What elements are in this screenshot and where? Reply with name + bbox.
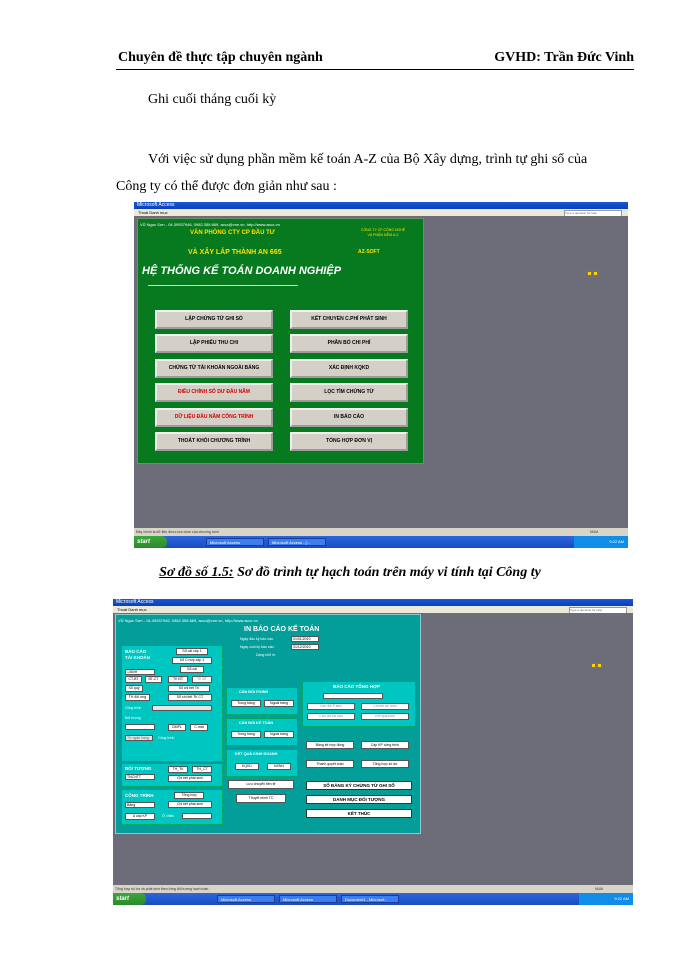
report-title: IN BÁO CÁO KẾ TOÁN	[244, 626, 320, 633]
btn-so-quy[interactable]: Sổ quỹ	[125, 685, 143, 692]
taskbar	[134, 536, 628, 548]
btn-dmpl[interactable]: DMPL	[168, 724, 186, 731]
window-title-2: Microsoft Access	[113, 599, 633, 606]
taskbar-2	[113, 893, 633, 905]
btn-c-mat[interactable]: C.mát	[190, 724, 208, 731]
btn-so-dang-ky-ctgs[interactable]: SỔ ĐĂNG KÝ CHỨNG TỪ GHI SỔ	[306, 781, 412, 790]
btn-so-cai-cap-1[interactable]: Sổ cái cấp 1	[176, 648, 208, 655]
btn-th-chi-tiet-ke-toan[interactable]: Chi tiết kê toán	[361, 703, 409, 710]
date-to-label: Ngày cuối kỳ báo cáo:	[240, 645, 275, 649]
system-title: HỆ THỐNG KẾ TOÁN DOANH NGHIỆP	[142, 265, 342, 277]
label-cong-trinh-2: Công trình	[158, 736, 175, 740]
label-o-chieu: Ở chiều	[162, 814, 175, 818]
panel-bao-cao-tai-khoan: BÁO CÁO TÀI KHOẢN 1360H Sổ cái cấp 1 Sổ C.hợp cấp 1 Sổ cái CT-BT BT-CT TK ĐT TK BT Sổ quỹ Sổ chi tiết TK TH đối ứng Sổ chi tiết TK CT Công trình Đối tượng DMPL C.mát TK ngân hàng Công trình	[121, 645, 223, 762]
task-access-1[interactable]: Microsoft Access	[206, 538, 264, 546]
btn-psinh-trong-bang[interactable]: Trong bảng	[231, 700, 261, 707]
contact-line: VŨ Ngọc Sơn - 04.39937946, 0982.358.669, accc@vnn.vn, http://www.accc.vn	[140, 222, 280, 227]
print-size-label: Dạng khổ in:	[256, 653, 276, 657]
btn-tk-bt[interactable]: TK BT	[192, 676, 212, 683]
btn-kt-trong-bang[interactable]: Trong bảng	[231, 731, 261, 738]
page-header-right: GVHD: Trần Đức Vinh	[494, 50, 634, 65]
btn-a-cap-kp[interactable]: A cấp KP	[125, 813, 155, 820]
report-form	[115, 614, 421, 834]
btn-so-chi-tiet-tk-ct[interactable]: Sổ chi tiết TK CT	[168, 694, 212, 701]
paragraph-1: Ghi cuối tháng cuối kỳ	[148, 92, 277, 107]
btn-dt-chi-tiet[interactable]: Chi tiết phát sinh	[168, 775, 212, 782]
company-title-2: VÀ XÂY LẮP THÀNH AN 665	[188, 249, 282, 256]
btn-lap-phieu-thu-chi[interactable]: LẬP PHIẾU THU CHI	[155, 334, 273, 353]
date-to-input[interactable]: 31/12/2010	[291, 644, 319, 650]
menu-bar[interactable]: Thoát Danh mục	[134, 209, 628, 216]
btn-ket-chuyen[interactable]: KẾT CHUYỂN C.PHÍ PHÁT SINH	[290, 310, 408, 329]
panel-can-doi-ke-toan: CÂN ĐỐI KẾ TOÁN Trong bảng Ngoài bảng	[226, 718, 298, 746]
task2-document[interactable]: Document1 - Microsof...	[341, 895, 399, 903]
help-search-input[interactable]: Type a question for help	[564, 210, 622, 217]
btn-loc-tim-chung-tu[interactable]: LỌC TÌM CHỨNG TỪ	[290, 383, 408, 402]
btn-ct-bt[interactable]: CT-BT	[125, 676, 142, 683]
screenshot-report-menu	[113, 599, 633, 905]
btn-thanh-quyet-toan[interactable]: Thanh quyết toán	[306, 760, 354, 768]
btn-nsnn[interactable]: NSNN	[267, 763, 291, 770]
btn-thoat[interactable]: THOÁT KHỎI CHƯƠNG TRÌNH	[155, 432, 273, 451]
company-title-1: VĂN PHÒNG CTY CP ĐẦU TƯ	[190, 230, 275, 236]
window-title: Microsoft Access	[134, 202, 628, 209]
btn-cap-kp-cong-trinh[interactable]: Cấp KP công trình	[361, 741, 409, 749]
date-from-label: Ngày đầu kỳ báo cáo:	[240, 637, 274, 641]
btn-ct-tong-hop[interactable]: Tổng hợp	[174, 792, 204, 799]
figure-caption: Sơ đồ số 1.5: Sơ đồ trình tự hạch toán trên máy vi tính tại Công ty	[159, 565, 541, 580]
task2-access-2[interactable]: Microsoft Access	[279, 895, 337, 903]
page-header-left: Chuyên đề thực tập chuyên ngành	[118, 50, 323, 65]
btn-kt-ngoai-bang[interactable]: Ngoài bảng	[264, 731, 294, 738]
btn-ct-chi-tiet[interactable]: Chi tiết phát sinh	[168, 801, 212, 808]
btn-th-ct[interactable]: TH_CT	[192, 766, 212, 773]
tk-account-select[interactable]: 1360H	[125, 669, 155, 675]
btn-tong-hop-don-vi[interactable]: TỔNG HỢP ĐƠN VỊ	[290, 432, 408, 451]
chieu-select[interactable]	[182, 813, 212, 819]
panel-can-doi-psinh: CÂN ĐỐI P.SINH Trong bảng Ngoài bảng	[226, 687, 298, 715]
btn-lap-chung-tu-ghi-so[interactable]: LẬP CHỨNG TỪ GHI SỔ	[155, 310, 273, 329]
btn-bang-ke-hop-dong[interactable]: Bảng kê hợp đồng	[306, 741, 354, 749]
cong-trinh-select[interactable]	[152, 705, 212, 711]
main-menu-form	[137, 218, 424, 464]
date-from-input[interactable]: 01/01/2010	[291, 636, 319, 642]
tk-ngan-hang-input[interactable]: TK ngân hàng	[125, 735, 153, 741]
help-search-input-2[interactable]: Type a question for help	[569, 607, 627, 614]
btn-danh-muc-doi-tuong[interactable]: DANH MỤC ĐỐI TƯỢNG	[306, 795, 412, 804]
doi-tuong-select[interactable]	[125, 724, 155, 730]
btn-thuyet-minh-tc[interactable]: Thuyết minh TC	[236, 794, 286, 803]
status-bar-2: Tổng hợp số dư và phát sinh theo từng đối tượng hạch toán NUM	[113, 885, 633, 893]
btn-tong-hop-so-du[interactable]: Tổng hợp số dư	[361, 760, 409, 768]
btn-in-bao-cao[interactable]: IN BÁO CÁO	[290, 408, 408, 427]
btn-du-lieu-dau-nam[interactable]: DỮ LIỆU ĐẦU NĂM CÔNG TRÌNH	[155, 408, 273, 427]
btn-xac-dinh-kqkd[interactable]: XÁC ĐỊNH KQKD	[290, 359, 408, 378]
vendor-name: CÔNG TY CP CÔNG NGHỆ VÀ PHẦN MỀM A-Z	[360, 228, 406, 237]
toolbar-icons[interactable]	[587, 263, 599, 269]
paragraph-2-line-2: Công ty có thể được đơn giản như sau :	[116, 179, 337, 194]
system-tray-clock-2: 9:22 AM	[579, 893, 633, 905]
panel-ket-qua-kinh-doanh: KẾT QUẢ KINH DOANH KQKD NSNN	[226, 749, 298, 777]
dt-account-select[interactable]: TNCNTT	[125, 774, 155, 780]
contact-line-2: VŨ Ngọc Sơn - 04.39937946, 0982.358.669, accc@vnn.vn, http://www.accc.vn	[118, 618, 258, 623]
ct-account-select[interactable]: Bảng	[125, 802, 155, 808]
btn-th-doi-ung[interactable]: TH đối ứng	[125, 694, 150, 701]
btn-so-chop-cap-1[interactable]: Sổ C.hợp cấp 1	[172, 657, 212, 664]
btn-th-ket-qua-kinh[interactable]: Kết quả kinh	[361, 713, 409, 720]
start-button-2[interactable]: start	[113, 893, 146, 905]
panel-doi-tuong: ĐỐI TƯỢNG TNCNTT TH_TK TH_CT Chi tiết phát sinh	[121, 763, 223, 787]
panel-bao-cao-tong-hop: BÁO CÁO TỔNG HỢP Cân đối P.sinh Chi tiết kê toán Cân đối tài sản Kết quả kinh	[302, 681, 416, 727]
btn-psinh-ngoai-bang[interactable]: Ngoài bảng	[264, 700, 294, 707]
paragraph-2-line-1: Với việc sử dụng phần mềm kế toán A-Z của Bộ Xây dựng, trình tự ghi sổ của	[148, 152, 588, 167]
header-rule	[116, 69, 634, 70]
toolbar-icons-2[interactable]	[591, 655, 603, 661]
btn-th-can-doi-tai-san[interactable]: Cân đối tài sản	[307, 713, 355, 720]
task2-access-1[interactable]: Microsoft Access	[217, 895, 275, 903]
system-tray-clock: 9:22 AM	[574, 536, 628, 548]
title-underline	[148, 285, 298, 286]
btn-kqkd[interactable]: KQKD	[235, 763, 259, 770]
vendor-logo: AZ-SOFT	[358, 249, 380, 255]
label-doi-tuong: Đối tượng	[125, 716, 141, 720]
panel-cong-trinh: CÔNG TRÌNH Bảng Tổng hợp Chi tiết phát sinh A cấp KP Ở chiều	[121, 789, 223, 825]
start-button[interactable]: start	[134, 536, 167, 548]
menu-bar-2[interactable]: Thoát Danh mục	[113, 606, 633, 613]
btn-so-chi-tiet-tk[interactable]: Sổ chi tiết TK	[168, 685, 210, 692]
btn-tk-dt[interactable]: TK ĐT	[168, 676, 188, 683]
btn-luu-chuyen-tien-te[interactable]: Lưu chuyển tiền tệ	[228, 780, 294, 789]
btn-dieu-chinh-so-du[interactable]: ĐIỀU CHỈNH SỐ DƯ ĐẦU NĂM	[155, 383, 273, 402]
th-select[interactable]	[323, 693, 383, 699]
task-access-2[interactable]: Microsoft Access - [...	[268, 538, 326, 546]
btn-th-tk[interactable]: TH_TK	[168, 766, 188, 773]
btn-so-cai[interactable]: Sổ cái	[180, 666, 204, 673]
screenshot-main-menu	[134, 202, 628, 548]
btn-th-can-doi-psinh[interactable]: Cân đối P.sinh	[307, 703, 355, 710]
btn-bt-ct[interactable]: BT-CT	[145, 676, 162, 683]
btn-ket-thuc[interactable]: KẾT THÚC	[306, 809, 412, 818]
status-bar: Đây chính là dữ liệu được lựa chọn của chương trình NUM	[134, 528, 628, 536]
label-cong-trinh: Công trình	[125, 706, 142, 710]
btn-phan-bo-chi-phi[interactable]: PHÂN BỔ CHI PHÍ	[290, 334, 408, 353]
btn-chung-tu-ngoai-bang[interactable]: CHỨNG TỪ TÀI KHOẢN NGOÀI BẢNG	[155, 359, 273, 378]
